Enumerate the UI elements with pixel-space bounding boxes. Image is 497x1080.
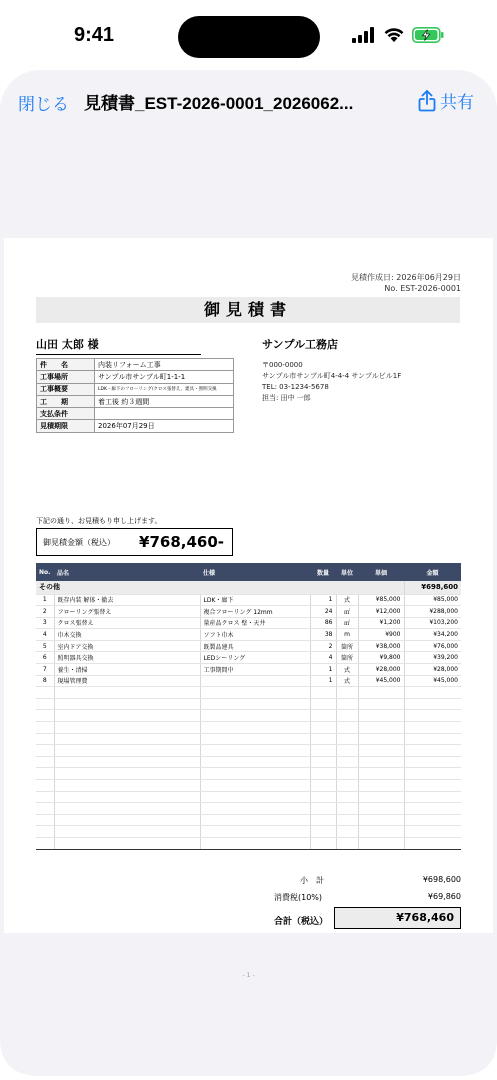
cell-spec: 工事期間中 xyxy=(200,664,310,676)
project-info-table xyxy=(36,358,234,433)
cell-amount: ¥39,200 xyxy=(404,652,461,664)
total-label: 合計（税込） xyxy=(274,917,329,927)
info-row xyxy=(37,408,234,420)
table-row xyxy=(36,675,461,687)
cell-unit: 箇所 xyxy=(336,652,358,664)
table-row xyxy=(36,664,461,676)
cell-unit: 式 xyxy=(336,664,358,676)
cell-price: ¥85,000 xyxy=(358,594,404,606)
navigation-bar xyxy=(0,70,497,132)
info-row xyxy=(37,383,234,395)
company-address: サンプル市サンプル町4-4-4 サンプルビル1F xyxy=(262,372,402,380)
estimate-number: No. EST-2026-0001 xyxy=(384,284,461,293)
section-name: その他 xyxy=(36,581,404,594)
cell-amount: ¥34,200 xyxy=(404,629,461,641)
cell-price: ¥45,000 xyxy=(358,675,404,687)
amount-value: ¥768,460- xyxy=(139,533,224,551)
wifi-icon xyxy=(383,27,405,43)
subtotal-value: ¥698,600 xyxy=(422,875,461,884)
info-row xyxy=(37,371,234,383)
close-button[interactable]: 閉じる xyxy=(18,95,69,114)
file-title: 見積書_EST-2026-0001_2026062... xyxy=(84,94,354,113)
info-key: 工事場所 xyxy=(37,371,95,383)
cell-no: 7 xyxy=(36,664,54,676)
cell-spec: 既製品建具 xyxy=(200,640,310,652)
subtotal-label: 小 計 xyxy=(300,876,324,885)
cell-no: 3 xyxy=(36,617,54,629)
info-key: 支払条件 xyxy=(37,408,95,420)
cell-item: 照明器具交換 xyxy=(54,652,200,664)
company-block xyxy=(262,336,462,404)
cell-item: 室内ドア交換 xyxy=(54,640,200,652)
empty-row xyxy=(36,745,461,757)
info-value xyxy=(95,408,234,420)
company-person: 担当: 田中 一郎 xyxy=(262,394,311,402)
cell-amount: ¥85,000 xyxy=(404,594,461,606)
share-label: 共有 xyxy=(440,93,474,112)
cell-amount: ¥288,000 xyxy=(404,606,461,618)
info-value: 内装リフォーム工事 xyxy=(95,359,234,371)
amount-label: 御見積金額（税込） xyxy=(43,537,115,547)
cell-amount: ¥103,200 xyxy=(404,617,461,629)
cell-unit: m xyxy=(336,629,358,641)
document-title: 御見積書 xyxy=(36,297,460,323)
empty-row xyxy=(36,803,461,815)
estimate-document[interactable] xyxy=(4,238,493,979)
info-value: 2026年07月29日 xyxy=(95,420,234,432)
cell-spec: LEDシーリング xyxy=(200,652,310,664)
total-value: ¥768,460 xyxy=(334,907,461,929)
preview-sheet xyxy=(0,70,497,1080)
table-row xyxy=(36,617,461,629)
cell-item: クロス張替え xyxy=(54,617,200,629)
cell-price: ¥9,800 xyxy=(358,652,404,664)
cell-qty: 38 xyxy=(310,629,336,641)
cell-qty: 2 xyxy=(310,640,336,652)
cell-item: 養生・清掃 xyxy=(54,664,200,676)
cell-item: 現場管理費 xyxy=(54,675,200,687)
cell-spec xyxy=(200,675,310,687)
empty-row xyxy=(36,756,461,768)
table-row xyxy=(36,594,461,606)
cell-spec: 量産品クロス 壁・天井 xyxy=(200,617,310,629)
cell-unit: ㎡ xyxy=(336,617,358,629)
info-value: サンプル市サンプル町1-1-1 xyxy=(95,371,234,383)
empty-row xyxy=(36,780,461,792)
info-key: 件 名 xyxy=(37,359,95,371)
cell-amount: ¥45,000 xyxy=(404,675,461,687)
share-icon xyxy=(418,90,436,112)
cell-price: ¥28,000 xyxy=(358,664,404,676)
tax-label: 消費税(10%) xyxy=(274,893,323,902)
cell-price: ¥900 xyxy=(358,629,404,641)
cell-item: 巾木交換 xyxy=(54,629,200,641)
status-bar xyxy=(0,0,497,70)
company-tel: TEL: 03-1234-5678 xyxy=(262,383,329,391)
status-time: 9:41 xyxy=(74,24,115,46)
cell-spec: LDK・廊下 xyxy=(200,594,310,606)
page-number: - 1 - xyxy=(242,972,255,979)
table-row xyxy=(36,606,461,618)
cell-amount: ¥76,000 xyxy=(404,640,461,652)
cell-unit: 式 xyxy=(336,594,358,606)
cell-spec: 複合フローリング 12mm xyxy=(200,606,310,618)
empty-row xyxy=(36,687,461,699)
col-header-no: No. xyxy=(36,563,54,581)
info-key: 工事概要 xyxy=(37,383,95,395)
company-name: サンプル工務店 xyxy=(262,338,339,351)
cell-spec: ソフト巾木 xyxy=(200,629,310,641)
cellular-signal-icon xyxy=(352,27,376,43)
estimate-note: 下記の通り、お見積もり申し上げます。 xyxy=(36,517,162,525)
info-row xyxy=(37,420,234,432)
empty-row xyxy=(36,791,461,803)
empty-row xyxy=(36,698,461,710)
cell-no: 8 xyxy=(36,675,54,687)
battery-charging-icon xyxy=(412,27,444,43)
estimate-amount-box xyxy=(36,528,233,556)
company-zip: 〒000-0000 xyxy=(262,361,303,369)
cell-no: 1 xyxy=(36,594,54,606)
col-header-qty: 数量 xyxy=(310,563,336,581)
empty-row xyxy=(36,722,461,734)
empty-row xyxy=(36,814,461,826)
share-button[interactable] xyxy=(418,88,474,113)
col-header-amount: 金額 xyxy=(404,563,461,581)
col-header-spec: 仕様 xyxy=(200,563,310,581)
items-table xyxy=(36,563,461,850)
dynamic-island xyxy=(178,16,320,58)
created-date: 見積作成日: 2026年06月29日 xyxy=(351,273,461,282)
table-header-row xyxy=(36,563,461,581)
info-row xyxy=(37,395,234,407)
section-row xyxy=(36,581,461,594)
cell-qty: 1 xyxy=(310,594,336,606)
cell-qty: 1 xyxy=(310,664,336,676)
empty-row xyxy=(36,768,461,780)
table-row xyxy=(36,640,461,652)
document-meta xyxy=(351,272,461,294)
cell-qty: 1 xyxy=(310,675,336,687)
info-key: 工 期 xyxy=(37,395,95,407)
cell-item: フローリング張替え xyxy=(54,606,200,618)
empty-row xyxy=(36,837,461,849)
cell-qty: 24 xyxy=(310,606,336,618)
col-header-item: 品名 xyxy=(54,563,200,581)
cell-qty: 4 xyxy=(310,652,336,664)
cell-price: ¥38,000 xyxy=(358,640,404,652)
cell-price: ¥1,200 xyxy=(358,617,404,629)
cell-no: 4 xyxy=(36,629,54,641)
cell-unit: ㎡ xyxy=(336,606,358,618)
cell-no: 5 xyxy=(36,640,54,652)
cell-no: 6 xyxy=(36,652,54,664)
cell-qty: 86 xyxy=(310,617,336,629)
col-header-price: 単価 xyxy=(358,563,404,581)
empty-row xyxy=(36,710,461,722)
cell-no: 2 xyxy=(36,606,54,618)
info-value: 着工後 約３週間 xyxy=(95,395,234,407)
empty-row xyxy=(36,733,461,745)
empty-row xyxy=(36,826,461,838)
cell-unit: 箇所 xyxy=(336,640,358,652)
info-key: 見積期限 xyxy=(37,420,95,432)
sheet-bottom-edge xyxy=(0,1038,497,1080)
customer-name: 山田 太郎 様 xyxy=(36,336,201,355)
tax-value: ¥69,860 xyxy=(427,892,461,901)
info-value: LDK・廊下のフローリング/クロス張替え、建具・照明交換 xyxy=(95,383,234,395)
table-row xyxy=(36,652,461,664)
col-header-unit: 単位 xyxy=(336,563,358,581)
cell-unit: 式 xyxy=(336,675,358,687)
cell-amount: ¥28,000 xyxy=(404,664,461,676)
cell-price: ¥12,000 xyxy=(358,606,404,618)
section-amount: ¥698,600 xyxy=(404,581,461,594)
cell-item: 既存内装 解体・撤去 xyxy=(54,594,200,606)
system-icons xyxy=(352,27,444,43)
table-row xyxy=(36,629,461,641)
info-row xyxy=(37,359,234,371)
